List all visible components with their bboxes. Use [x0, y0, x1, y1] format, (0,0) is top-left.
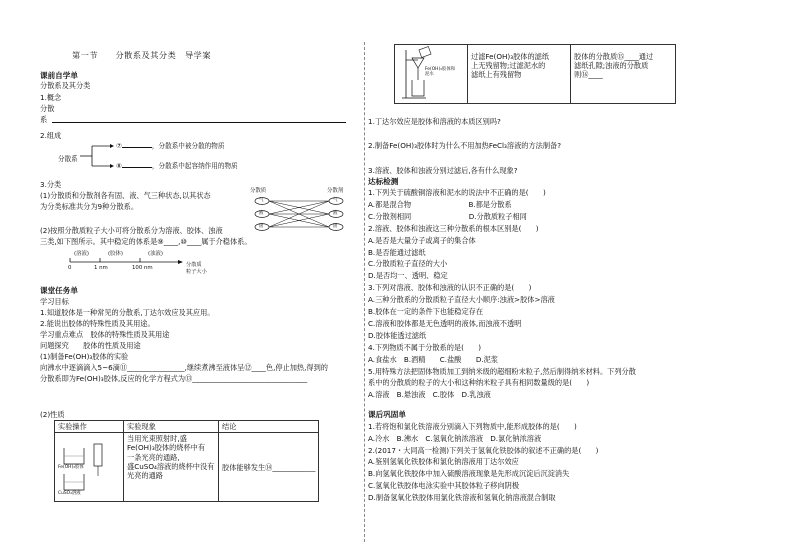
check-line: D.胶体能透过滤纸 [368, 330, 427, 340]
check-heading: 达标检测 [368, 177, 399, 186]
exp-right-3: 则⑯____ [574, 70, 603, 80]
after-line: B.向氢氧化铁胶体中加入硫酸溶液现象是先形成沉淀后沉淀消失 [368, 469, 570, 479]
check-line: A.溶液 B.悬浊液 C.胶体 D.乳浊液 [368, 390, 491, 400]
net-l-2: 固 [259, 224, 264, 229]
operation-cell [55, 433, 124, 502]
axis-tick-1: 1 nm [94, 265, 108, 271]
experiment-table [54, 420, 319, 502]
section-3-2a: (2)按照分散质粒子大小可将分散系分为溶液、胶体、浊液 [40, 226, 223, 235]
check-line: C.分散质粒子直径的大小 [368, 259, 448, 269]
exp-3: 分散系即为Fe(OH)₃胶体,反应的化学方程式为⑬________________________________ [40, 374, 308, 383]
section-1: 1.概念 [40, 93, 62, 102]
net-r-2: 固 [333, 224, 338, 229]
axis-label-colloid: (胶体) [108, 251, 123, 257]
axis-label-suspension: (浊液) [148, 251, 163, 257]
axis-end-1: 分散质 [186, 262, 202, 268]
after-class-heading: 课后巩固单 [368, 410, 406, 419]
check-line: 4.下列物质不属于分散系的是( ) [368, 342, 482, 352]
net-left-label: 分散质 [250, 188, 267, 194]
filtration-table [394, 44, 676, 104]
fig-label-cuso4: CuSO₄溶液 [58, 491, 81, 497]
after-line: 1.若将饱和氯化铁溶液分别滴入下列物质中,能形成胶体的是( ) [368, 422, 577, 431]
obs-line-3: 一条光亮的通路, [127, 452, 180, 462]
inquiry: 问题探究 胶体的性质及用途 [40, 341, 141, 350]
th-conclusion: 结论 [219, 421, 319, 433]
goal-heading: 学习目标 [40, 297, 69, 306]
period-mark: . [344, 116, 347, 125]
concept-a: 分散 [40, 104, 55, 113]
filtration-concl-cell [571, 45, 676, 104]
pre-class-heading: 课前自学单 [40, 71, 78, 80]
key-points: 学习重点难点 胶体的特殊性质及其用途 [40, 330, 170, 339]
check-line: A.三种分散系的分散质粒子直径大小顺序:浊液>胶体>溶液 [368, 295, 555, 305]
check-line: 1.下列关于硫酸铜溶液和泥水的说法中不正确的是( ) [368, 188, 546, 197]
axis-tick-0: 0 [68, 265, 72, 271]
fig-label-colloid: Fe(OH)₃胶体 [58, 465, 84, 471]
after-line: C.氢氧化铁胶体电泳实验中其胶体粒子移向阴极 [368, 481, 520, 490]
property-heading: (2)性质 [40, 410, 65, 419]
section-2: 2.组成 [40, 131, 62, 140]
section-3-1b: 为分类标准共分为9种分散系。 [40, 202, 139, 211]
goal-2: 2.能说出胶体的特殊性质及其用途。 [40, 319, 155, 328]
classification-network [250, 188, 354, 240]
after-line: 2.(2017・大同高一检测)下列关于氢氧化铁胶体的叙述不正确的是( ) [368, 445, 599, 455]
axis-label-solution: (溶液) [74, 251, 89, 257]
page-title: 第一节 分散系及其分类 导学案 [72, 50, 212, 60]
exp-2: 向沸水中逐滴滴入5~6滴⑪________________,继续煮沸至液体呈⑫____色,停止加热,得到的 [40, 363, 328, 372]
goal-1: 1.知道胶体是一种常见的分散系,丁达尔效应及其应用。 [40, 308, 215, 317]
check-line: A.是否是大量分子或离子的集合体 [368, 235, 476, 245]
th-phenomenon: 实验现象 [124, 421, 219, 433]
check-line: D.是否均一、透明、稳定 [368, 271, 448, 281]
column-divider [364, 42, 365, 542]
after-line: A.鉴别氢氧化铁胶体和氯化钠溶液用丁达尔效应 [368, 457, 519, 467]
check-line: A.都是混合物 B.都是分散系 [368, 199, 512, 209]
net-r-0: 气 [333, 198, 338, 203]
obs-line-5: 光亮的通路 [127, 471, 163, 481]
concept-blank [52, 122, 346, 123]
net-l-0: 气 [259, 198, 264, 203]
section-3-2b: 三类,如下图所示。其中稳定的体系是⑨____,⑩____属于介稳体系。 [40, 237, 252, 246]
after-line: A.冷水 B.沸水 C.氢氧化钠浓溶液 D.氯化钠浓溶液 [368, 433, 542, 443]
conclusion-cell: 胶体能够发生⑭____________ [219, 433, 319, 502]
check-line: 5.用特殊方法把固体物质加工到纳米级的超细粉末粒子,然后制得纳米材料。下列分散 [368, 366, 636, 376]
concept-b: 系 [40, 115, 48, 124]
question-3: 3.溶液、胶体和浊液分别过滤后,各有什么现象? [368, 166, 518, 175]
net-right-label: 分散剂 [327, 188, 344, 194]
filtration-figure-cell [395, 45, 468, 104]
filtration-figure-label: Fe(OH)₃胶体和泥水 [425, 67, 456, 78]
exp-1: (1)制备Fe(OH)₃胶体的实验 [40, 352, 129, 361]
disp-sys-label: 分散系 [58, 155, 78, 163]
exp-mid-3: 滤纸上有残留物 [471, 70, 522, 80]
check-line: B.胶体在一定的条件下也能稳定存在 [368, 307, 484, 316]
check-line: 2.溶液、胶体和浊液这三种分散系的根本区别是( ) [368, 223, 539, 233]
net-r-1: 液 [333, 211, 338, 216]
check-line: 3.下列对溶液、胶体和浊液的认识不正确的是( ) [368, 283, 532, 293]
topic: 分散系及其分类 [40, 81, 91, 90]
obs-line-2: Fe(OH)₃胶体的烧杯中有 [127, 443, 206, 453]
check-line: C.溶液和胶体都是无色透明的液体,而浊液不透明 [368, 318, 522, 328]
th-operation: 实验操作 [55, 421, 124, 433]
net-l-1: 液 [259, 211, 264, 216]
class-task-heading: 课堂任务单 [40, 286, 78, 295]
check-line: B.是否能通过滤纸 [368, 247, 426, 257]
phenomenon-cell [124, 433, 219, 502]
exp-right-2: 滤纸孔隙;浊液的分散质 [574, 61, 649, 71]
question-1: 1.丁达尔效应是胶体和溶液的本质区别吗? [368, 117, 501, 126]
check-line: A.食盐水 B.酒精 C.盐酸 D.泥浆 [368, 354, 499, 364]
composition-7: ⑦ ，分散系中被分散的物质 [116, 142, 225, 150]
obs-line-1: 当用光束照射时,盛 [127, 434, 187, 444]
question-2: 2.制备Fe(OH)₃胶体时为什么不用加热FeCl₃溶液的方法制备? [368, 141, 562, 150]
axis-end-2: 粒子大小 [186, 269, 207, 275]
obs-line-4: 盛CuSO₄溶液的烧杯中没有 [127, 461, 215, 471]
section-3: 3.分类 [40, 180, 62, 189]
check-line: 系中的分散质的粒子的大小和这种纳米粒子具有相同数量级的是( ) [368, 378, 590, 388]
axis-tick-2: 100 nm [132, 265, 153, 271]
check-line: C.分散剂相同 D.分散质粒子相同 [368, 211, 527, 221]
after-line: D.制备氢氧化铁胶体用氯化铁溶液和氢氧化钠溶液混合制取 [368, 492, 556, 502]
section-3-1a: (1)分散质和分散剂各有固、液、气三种状态,以其状态 [40, 191, 211, 200]
exp-mid-2: 上无残留物;过滤泥水的 [471, 61, 546, 71]
exp-mid-1: 过滤Fe(OH)₃胶体的滤纸 [471, 52, 550, 61]
composition-8: ⑧ ，分散系中起容纳作用的物质 [116, 162, 238, 170]
filtration-obs-cell [468, 45, 571, 104]
exp-right-1: 胶体的分散质⑮____通过 [574, 52, 654, 61]
